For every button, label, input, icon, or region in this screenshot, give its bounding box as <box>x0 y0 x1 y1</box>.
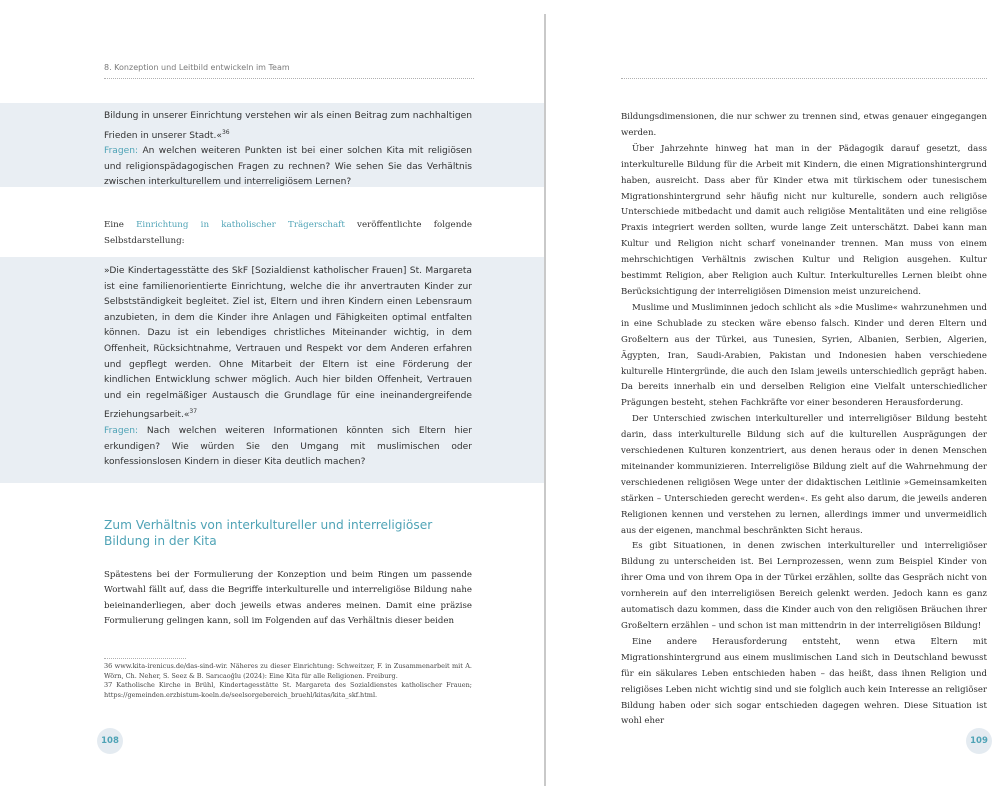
question-text: An welchen weiteren Punkten ist bei einer solchen Kita mit religiösen und religionspädagogischen Fragen zu rechnen? Wie sehen Sie das Verhältnis zwischen interkulturellem und interreligiösem Lernen? <box>104 146 472 188</box>
quote-paragraph <box>104 264 472 424</box>
quote-paragraph <box>104 109 472 144</box>
footnotes <box>104 662 472 701</box>
header-divider <box>104 78 474 79</box>
intro-suffix: veröffentlichte folgende Selbstdarstellung: <box>104 220 472 246</box>
right-page-body <box>621 110 987 730</box>
body-paragraph: Der Unterschied zwischen interkultureller und interreligiöser Bildung besteht darin, dass interkulturelle Bildung sich auf die kulturellen Ausprägungen der verschiedenen Kulturen konzentriert, aus denen heraus oder in denen Menschen miteinander kommunizieren. Interreligiöse Bildung zielt auf die Wahrnehmung der verschiedenen religiösen Wege unter der didaktischen Leitlinie »Gemeinsamkeiten stärken – Unterschieden gerecht werden«. Es geht also darum, die jeweils anderen Religionen kennen und verstehen zu lernen, allerdings immer und unvermeidlich aus der eigenen, manchmal beschränkten Sicht heraus. <box>621 414 987 536</box>
header-divider-right <box>621 78 987 79</box>
intro-paragraph <box>104 218 472 249</box>
info-box-1 <box>0 103 545 187</box>
info-box-1-text <box>104 109 472 191</box>
quote-text: »Die Kindertagesstätte des SkF [Sozialdienst katholischer Frauen] St. Margareta ist eine familienorientierte Einrichtung, welche die ihr anvertrauten Kinder zur Selbstständigkeit begleitet. Ziel ist, Eltern und ihren Kindern einen Lebensraum anzubieten, in dem die Kinder ihre Anlagen und Fähigkeiten optimal entfalten können. Dazu ist ein lebendiges christliches Miteinander wichtig, in dem Offenheit, Rücksichtnahme, Vertrauen und Respekt vor dem Anderen erfahren und gepflegt werden. Ohne Mitarbeit der Eltern ist eine Förderung der kindlichen Entwicklung schwer möglich. Auch hier bilden Offenheit, Vertrauen und ein regelmäßiger Austausch die Grundlage für eine ineinandergreifende Erziehungsarbeit.« <box>104 266 472 421</box>
question-label: Fragen: <box>104 425 139 436</box>
intro-prefix: Eine <box>104 220 137 230</box>
question-label: Fragen: <box>104 146 139 157</box>
body-paragraph: Bildungsdimensionen, die nur schwer zu trennen sind, etwas genauer eingegangen werden. <box>621 112 987 138</box>
body-paragraph: Muslime und Musliminnen jedoch schlicht als »die Muslime« wahrzunehmen und in eine Schublade zu stecken wäre ebenso falsch. Kinder und deren Eltern und Großeltern aus der Türkei, aus Tunesien, Syrien, Albanien, Serbien, Algerien, Ägypten, Iran, Saudi-Arabien, Pakistan und Indonesien haben verschiedene kulturelle Hintergründe, die auch den Islam jeweils unterschiedlich geprägt haben. Da bereits innerhalb ein und derselben Religion eine Vielfalt unterschiedlicher Prägungen besteht, stehen Fachkräfte vor einer besonderen Herausforderung. <box>621 302 987 409</box>
body-paragraph: Es gibt Situationen, in denen zwischen interkultureller und interreligiöser Bildung zu unterscheiden ist. Bei Lernprozessen, wenn zum Beispiel Kinder von ihrer Oma und von ihrem Opa in der Türkei erzählen, sollte das Gespräch nicht von vornherein auf den interreligiösen Bereich gelenkt werden. Jedoch kann es ganz automatisch dazu kommen, dass die Kinder auch von den religiösen Bräuchen ihrer Großeltern erzählen – und schon ist man mittendrin in der interreligiösen Bildung! <box>621 541 987 631</box>
body-paragraph: Eine andere Herausforderung entsteht, wenn etwa Eltern mit Migrationshintergrund aus einem muslimischen Land sich in Deutschland bewusst für ein säkulares Leben entschieden haben – das heißt, dass ihnen Religion und religiöses Leben nicht wichtig sind und sie folglich auch kein Interesse an religiöser Bildung haben oder sich sogar entschieden dagegen wehren. Diese Situation ist wohl eher <box>621 636 987 727</box>
footnote-36: 36 www.kita-irenicus.de/das-sind-wir. Näheres zu dieser Einrichtung: Schweitzer, F. in Zusammenarbeit mit A. Wörn, Ch. Neher, S. Seez & B. Sarıcaoğlu (2024): Eine Kita für alle Religionen. Freiburg. <box>104 662 472 680</box>
page-number: 108 <box>97 728 123 754</box>
footnote-divider <box>104 658 186 659</box>
footnote-ref: 37 <box>189 408 198 416</box>
footnote-37: 37 Katholische Kirche in Brühl, Kindertagesstätte St. Margareta des Sozialdienstes katholischer Frauen; https://gemeinden.erzbistum-koeln.de/seelsorgebereich_bruehl/kitas/kita_skf.html. <box>104 681 472 700</box>
body-paragraph: Über Jahrzehnte hinweg hat man in der Pädagogik darauf gesetzt, dass interkulturelle Bildung für die Arbeit mit Kindern, die einen Migrationshintergrund haben, ausreicht. Dass aber für Kinder etwa mit türkischem oder tunesischem Migrationshintergrund sehr häufig nicht nur kulturelle, sondern auch religiöse Unterschiede mitbedacht und damit auch religiöse Mentalitäten und eine religiöse Praxis integriert werden sollten, wurde lange Zeit unterschätzt. Dabei kann man Kultur und Religion nicht scharf voneinander trennen. Man muss von einem mehrschichtigen Verhältnis zwischen Kultur und Religion ausgehen. Kultur bestimmt Religion, aber Religion auch Kultur. Interkulturelles Lernen bleibt ohne Berücksichtigung der interreligiösen Dimension meist unzureichend. <box>621 143 987 297</box>
institution-link[interactable]: Einrichtung in katholischer Trägerschaft <box>136 220 345 230</box>
question-paragraph <box>104 144 472 191</box>
page-number: 109 <box>966 728 992 754</box>
info-box-2 <box>0 257 545 483</box>
quote-text: Bildung in unserer Einrichtung verstehen wir als einen Beitrag zum nachhaltigen Frieden in unserer Stadt.« <box>104 111 472 141</box>
running-header: 8. Konzeption und Leitbild entwickeln im Team <box>104 63 290 72</box>
footnote-ref: 36 <box>221 128 230 136</box>
question-text: Nach welchen weiteren Informationen könnten sich Eltern hier erkundigen? Wie würden Sie den Umgang mit muslimischen oder konfessionslosen Kindern in dieser Kita deutlich machen? <box>104 425 472 468</box>
body-paragraph: Spätestens bei der Formulierung der Konzeption und beim Ringen um passende Wortwahl fällt auf, dass die Begriffe interkulturelle und interreligiöse Bildung nahe beieinanderliegen, aber doch jeweils etwas anderes meinen. Damit eine präzise Formulierung gelingen kann, soll im Folgenden auf das Verhältnis dieser beiden <box>104 570 472 627</box>
question-paragraph <box>104 424 472 471</box>
info-box-2-text <box>104 264 472 471</box>
section-heading: Zum Verhältnis von interkultureller und interreligiöser Bildung in der Kita <box>104 518 433 548</box>
